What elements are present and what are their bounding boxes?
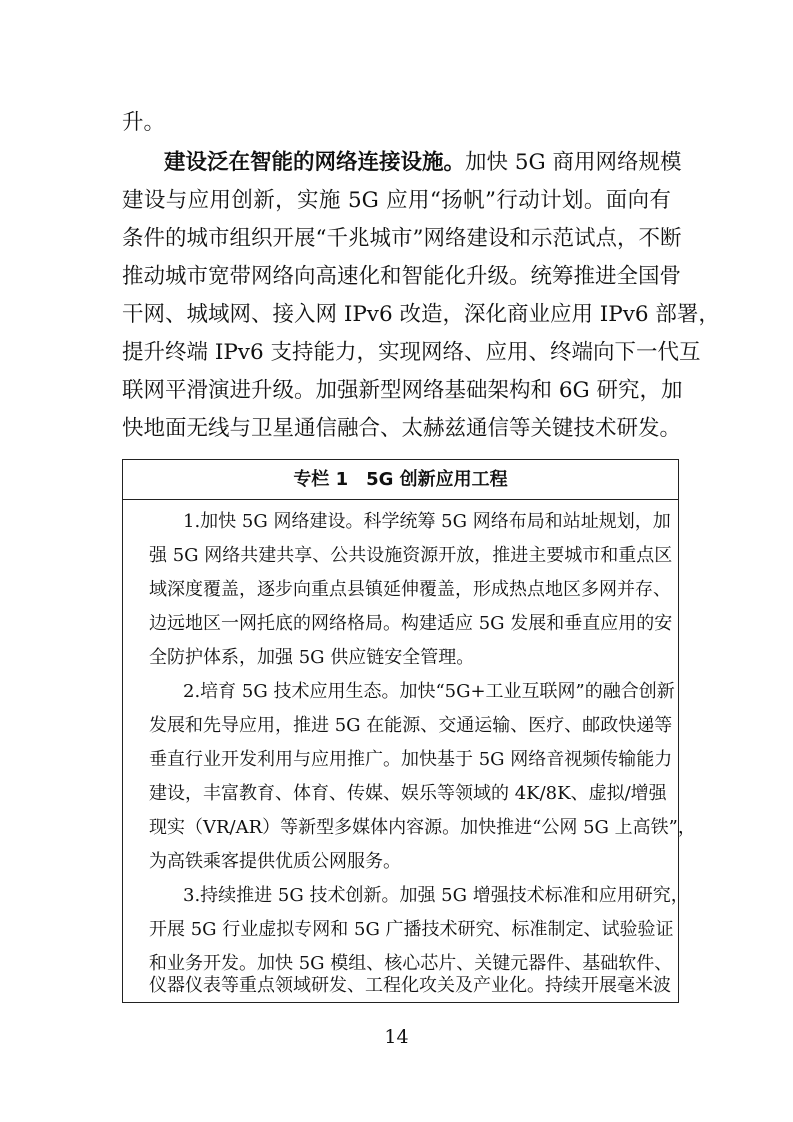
box-p2-line-1: 发展和先导应用，推进 5G 在能源、交通运输、医疗、邮政快递等 bbox=[149, 715, 673, 736]
box-p2-line-4: 现实（VR/AR）等新型多媒体内容源。加快推进“公网 5G 上高铁”， bbox=[149, 817, 696, 838]
body-line-1 bbox=[164, 148, 682, 178]
body-line-5: 干网、城域网、接入网 IPv6 改造，深化商业应用 IPv6 部署， bbox=[122, 302, 720, 327]
column-title: 专栏 1 5G 创新应用工程 bbox=[123, 460, 678, 500]
box-p2-line-5: 为高铁乘客提供优质公网服务。 bbox=[149, 851, 401, 872]
box-p2-line-3: 建设，丰富教育、体育、传媒、娱乐等领域的 4K/8K、虚拟/增强 bbox=[149, 783, 667, 804]
box-p1-line-2: 域深度覆盖，逐步向重点县镇延伸覆盖，形成热点地区多网并存、 bbox=[149, 579, 671, 600]
body-line-3: 条件的城市组织开展“千兆城市”网络建设和示范试点，不断 bbox=[122, 226, 682, 251]
box-p1-line-0: 1.加快 5G 网络建设。科学统筹 5G 网络布局和站址规划，加 bbox=[183, 511, 671, 532]
box-p2-line-2: 垂直行业开发利用与应用推广。加快基于 5G 网络音视频传输能力 bbox=[149, 749, 673, 770]
box-p1-line-3: 边远地区一网托底的网络格局。构建适应 5G 发展和垂直应用的安 bbox=[149, 613, 673, 634]
body-line-4: 推动城市宽带网络向高速化和智能化升级。统筹推进全国骨 bbox=[122, 264, 682, 289]
box-p3-line-2: 和业务开发。加快 5G 模组、核心芯片、关键元器件、基础软件、 bbox=[149, 953, 673, 974]
body-line-1-rest: 加快 5G 商用网络规模 bbox=[465, 150, 682, 175]
lead-heading: 建设泛在智能的网络连接设施。 bbox=[164, 150, 466, 175]
body-line-6: 提升终端 IPv6 支持能力，实现网络、应用、终端向下一代互 bbox=[122, 340, 701, 365]
box-p1-line-4: 全防护体系，加强 5G 供应链安全管理。 bbox=[149, 647, 475, 668]
box-p2-line-0: 2.培育 5G 技术应用生态。加快“5G+工业互联网”的融合创新 bbox=[183, 681, 675, 702]
box-p3-line-3: 仪器仪表等重点领域研发、工程化攻关及产业化。持续开展毫米波 bbox=[149, 975, 671, 996]
box-p1-line-1: 强 5G 网络共建共享、公共设施资源开放，推进主要城市和重点区 bbox=[149, 545, 673, 566]
body-line-2: 建设与应用创新，实施 5G 应用“扬帆”行动计划。面向有 bbox=[122, 188, 671, 213]
box-p3-line-0: 3.持续推进 5G 技术创新。加强 5G 增强技术标准和应用研究， bbox=[183, 885, 689, 906]
column-box bbox=[122, 459, 696, 1003]
body-line-0: 升。 bbox=[122, 110, 166, 135]
body-line-8: 快地面无线与卫星通信融合、太赫兹通信等关键技术研发。 bbox=[122, 416, 682, 441]
box-p3-line-1: 开展 5G 行业虚拟专网和 5G 广播技术研究、标准制定、试验验证 bbox=[149, 919, 674, 940]
body-line-7: 联网平滑演进升级。加强新型网络基础架构和 6G 研究，加 bbox=[122, 378, 683, 403]
page-number: 14 bbox=[384, 1026, 409, 1048]
